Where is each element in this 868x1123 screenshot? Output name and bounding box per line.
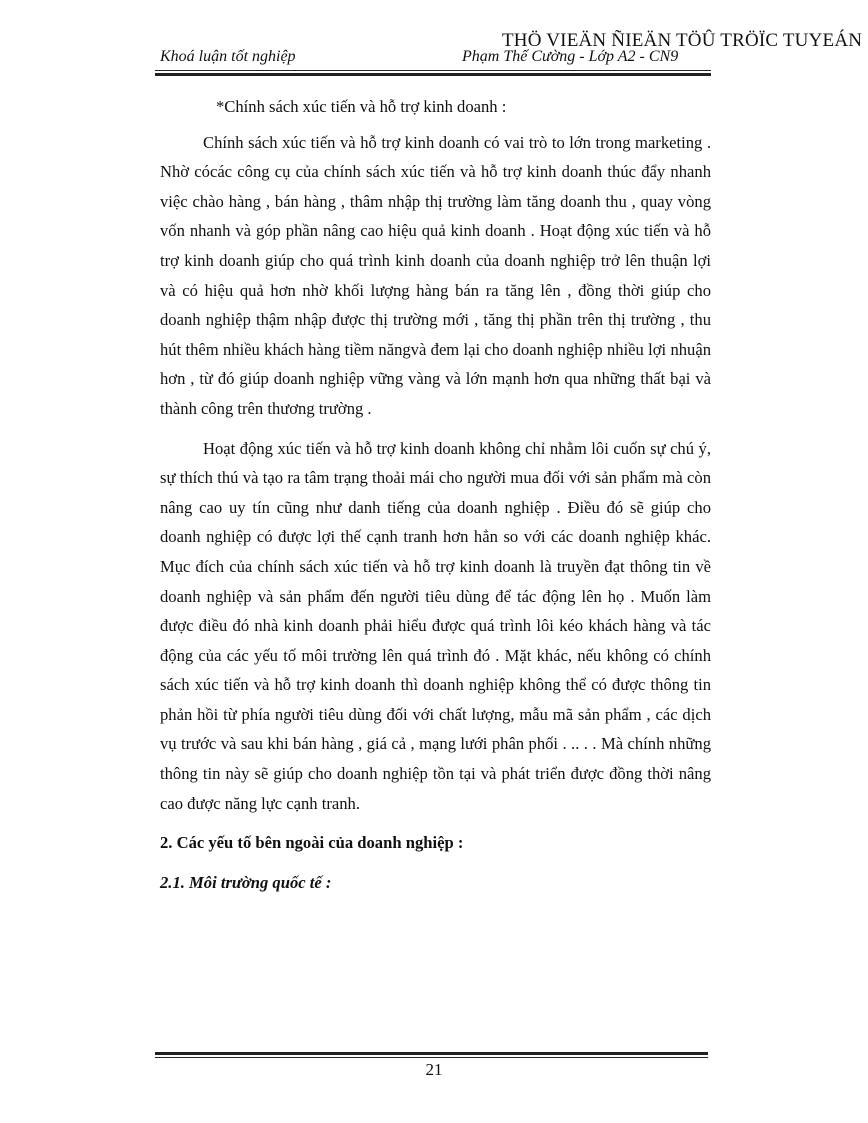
paragraph-1: Chính sách xúc tiến và hỗ trợ kinh doanh có vai trò to lớn trong marketing . Nhờ cócác công cụ của chính sách xúc tiến và hỗ trợ kinh doanh thúc đẩy nhanh việc chào hàng , bán hàng , thâm nhập thị trường làm tăng doanh thu , quay vòng vốn nhanh và góp phần nâng cao hiệu quả kinh doanh . Hoạt động xúc tiến và hỗ trợ kinh doanh giúp cho quá trình kinh doanh của doanh nghiệp trở lên thuận lợi và có hiệu quả hơn nhờ khối lượng hàng bán ra tăng lên , đồng thời giúp cho doanh nghiệp thậm nhập được thị trường mới , tăng thị phần trên thị trường , thu hút thêm nhiều khách hàng tiềm năngvà đem lại cho doanh nghiệp nhiều lợi nhuận hơn , từ đó giúp doanh nghiệp vững vàng và lớn mạnh hơn qua những thất bại và thành công trên thương trường .	[160, 132, 711, 418]
header-thesis-label: Khoá luận tốt nghiệp	[160, 48, 296, 65]
header-author-class: Phạm Thế Cường - Lớp A2 - CN9	[462, 48, 679, 65]
subsection-title: 2.1. Môi trường quốc tế :	[160, 872, 332, 892]
header-watermark: THÖ VIEÄN ÑIEÄN TÖÛ TRÖÏC TUYEÁN	[502, 30, 863, 51]
header-divider	[155, 70, 711, 76]
policy-heading: *Chính sách xúc tiến và hỗ trợ kinh doanh :	[216, 97, 507, 116]
footer-divider	[155, 1052, 708, 1058]
section-title: 2. Các yếu tố bên ngoài của doanh nghiệp :	[160, 833, 464, 853]
paragraph-2: Hoạt động xúc tiến và hỗ trợ kinh doanh không chỉ nhằm lôi cuốn sự chú ý, sự thích thú và tạo ra tâm trạng thoải mái cho người mua đối với sản phẩm mà còn nâng cao uy tín cũng như danh tiếng của doanh nghiệp . Điều đó sẽ giúp cho doanh nghiệp có được lợi thế cạnh tranh hơn hẳn so với các doanh nghiệp khác. Mục đích của chính sách xúc tiến và hỗ trợ kinh doanh là truyền đạt thông tin về doanh nghiệp và sản phẩm đến người tiêu dùng để tác động lên họ . Muốn làm được điều đó nhà kinh doanh phải hiểu được quá trình lôi kéo khách hàng và tác động của các yếu tố môi trường lên quá trình đó . Mặt khác, nếu không có chính sách xúc tiến và hỗ trợ kinh doanh thì doanh nghiệp không thể có được thông tin phản hồi từ phía người tiêu dùng đối với chất lượng, mẫu mã sản phẩm , các dịch vụ trước và sau khi bán hàng , giá cả , mạng lưới phân phối . .. . . Mà chính những thông tin này sẽ giúp cho doanh nghiệp tồn tại và phát triển được đồng thời nâng cao được năng lực cạnh tranh.	[160, 438, 711, 813]
page-number: 21	[425, 1060, 443, 1079]
document-body	[160, 92, 711, 897]
